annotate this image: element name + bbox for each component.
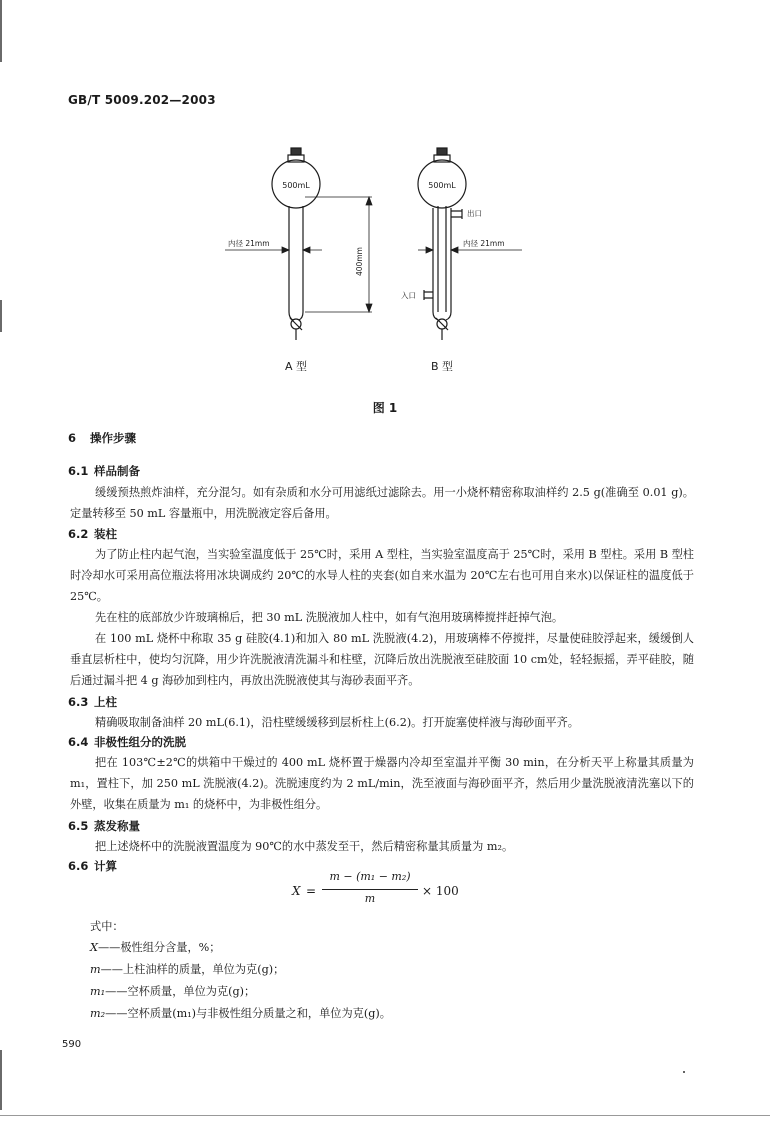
scan-bottom-edge — [0, 1115, 770, 1116]
subsection-heading: 6.3 上柱 — [68, 695, 117, 709]
inner-diameter-label-a: 内径 21mm — [228, 239, 270, 248]
subsection-heading: 6.4 非极性组分的洗脱 — [68, 735, 186, 749]
type-a-column — [272, 148, 320, 340]
figure-caption: 图 1 — [372, 401, 398, 415]
section-6-5-body: 把上述烧杯中的洗脱液置温度为 90℃的水中蒸发至干，然后精密称量其质量为 m₂。 — [95, 840, 514, 853]
section-6-4-body: 把在 103℃±2℃的烘箱中干燥过的 400 mL 烧杯置于燥器内冷却至室温并平衡 30 min，在分析天平上称量其质量为 m₁，置柱下，加 250 mL 洗脱液(4.2)。洗脱速度约为 2 mL/min，洗至液面与海砂面平齐，然后用少量洗脱液清洗塞以下的外壁，收集在质量为 m₁ 的烧杯中，为非极性组分。 — [70, 756, 694, 811]
type-b-column — [418, 148, 466, 340]
volume-label-b: 500mL — [428, 181, 456, 190]
inner-diameter-label-b: 内径 21mm — [463, 239, 505, 248]
scan-edge-line — [0, 1050, 2, 1110]
inlet-label: 入口 — [401, 291, 416, 300]
stopper-icon — [437, 148, 447, 155]
length-label: 400mm — [355, 247, 364, 276]
variable-definition: m₁——空杯质量，单位为克(g)； — [90, 985, 256, 998]
subsection-heading: 6.6 计算 — [68, 859, 117, 873]
stopper-icon — [291, 148, 301, 155]
variable-definition: X——极性组分含量，%； — [90, 941, 221, 954]
subsection-heading: 6.2 装柱 — [68, 527, 117, 541]
scan-speck — [683, 1071, 685, 1073]
formula-where-intro: 式中： — [90, 920, 124, 933]
outlet-label: 出口 — [467, 209, 482, 218]
section-6-1-body: 缓缓预热煎炸油样，充分混匀。如有杂质和水分可用滤纸过滤除去。用一小烧杯精密称取油样约 2.5 g(准确至 0.01 g)。定量转移至 50 mL 容量瓶中，用洗脱液定容后备用。 — [70, 486, 694, 520]
arrow-up-icon — [366, 197, 372, 205]
variable-definition: m——上柱油样的质量，单位为克(g)； — [90, 963, 285, 976]
type-a-label: A 型 — [284, 360, 308, 373]
standard-code-header: GB/T 5009.202—2003 — [68, 93, 216, 107]
page-number: 590 — [62, 1039, 82, 1050]
subsection-heading: 6.5 蒸发称量 — [68, 819, 140, 833]
column-figure — [0, 0, 770, 400]
section-6-2-body: 为了防止柱内起气泡，当实验室温度低于 25℃时，采用 A 型柱，当实验室温度高于 25℃时，采用 B 型柱。采用 B 型柱时冷却水可采用高位瓶法将用冰块调成约 20℃的水导人柱的夹套(如自来水温为 20℃左右也可用自来水)以保证柱的温度低于 25℃。 先在柱的底部放少许玻璃棉后，把 30 mL 洗脱液加人柱中，如有气泡用玻璃棒搅拌赶掉气泡。 在 100 mL 烧杯中称取 35 g 硅胶(4.1)和加入 80 mL 洗脱液(4.2)，用玻璃棒不停搅拌，尽量使硅胶浮起来，缓缓倒人垂直层析柱中，使均匀沉降，用少许洗脱液清洗漏斗和柱壁，沉降后放出洗脱液至硅胶面 10 cm处，轻轻振摇，弄平硅胶，随后通过漏斗把 4 g 海砂加到柱内，再放出洗脱液使其与海砂表面平齐。 — [70, 548, 694, 687]
subsection-heading: 6.1 样品制备 — [68, 464, 140, 478]
volume-label-a: 500mL — [282, 181, 310, 190]
calculation-formula: X = m − (m₁ − m₂) m × 100 — [292, 870, 459, 905]
type-b-label: B 型 — [430, 360, 454, 373]
arrow-down-icon — [366, 304, 372, 312]
section-6-3-body: 精确吸取制备油样 20 mL(6.1)，沿柱壁缓缓移到层析柱上(6.2)。打开旋塞使样液与海砂面平齐。 — [95, 716, 579, 729]
section-heading: 6 操作步骤 — [68, 431, 136, 445]
variable-definition: m₂——空杯质量(m₁)与非极性组分质量之和，单位为克(g)。 — [90, 1007, 391, 1020]
